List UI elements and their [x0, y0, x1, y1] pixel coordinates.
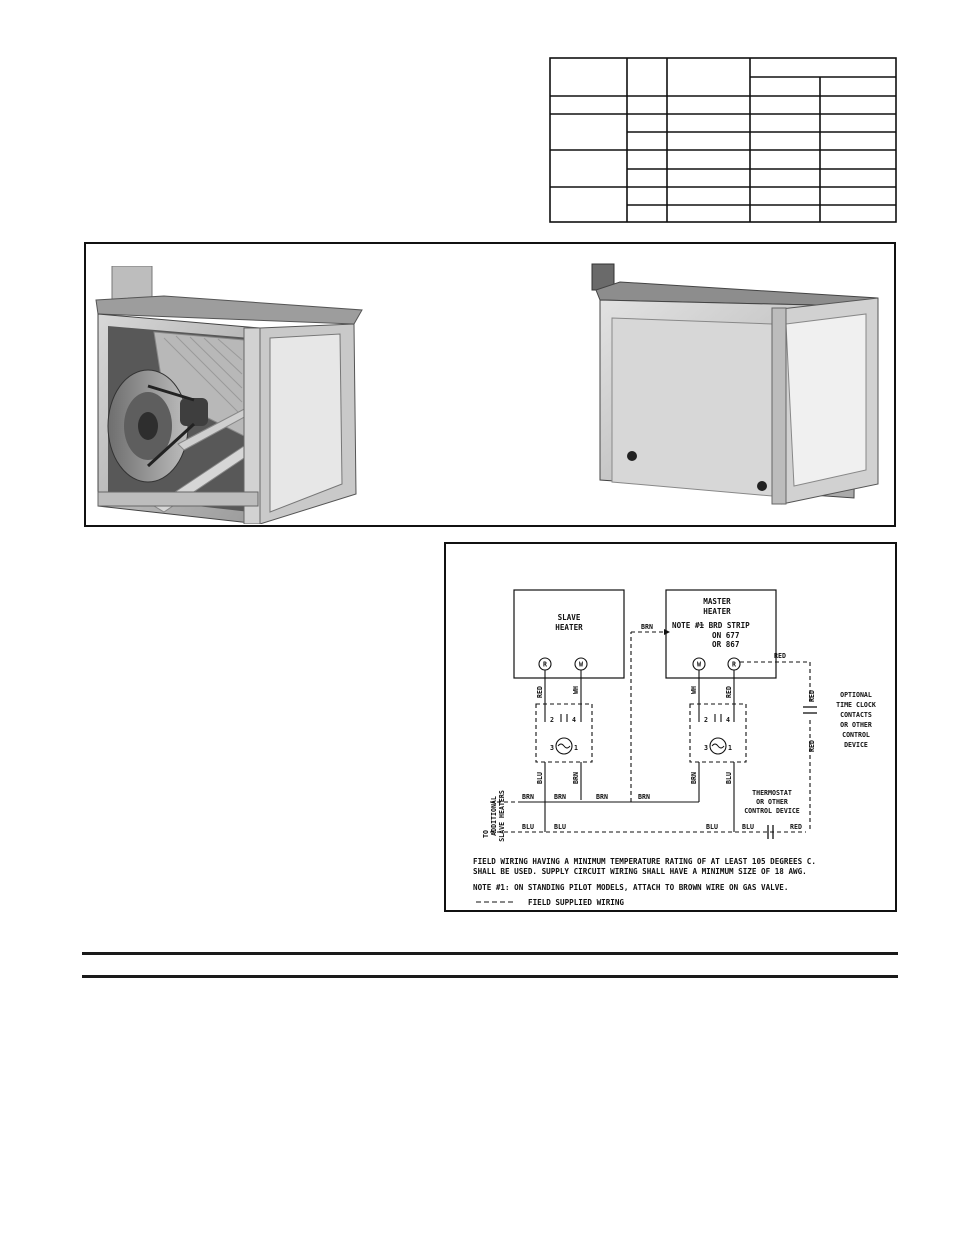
field-wiring-note-1: FIELD WIRING HAVING A MINIMUM TEMPERATURE RATING OF AT LEAST 105 DEGREES C.: [473, 857, 816, 866]
upper-red-label: RED: [774, 652, 786, 660]
optional-device-line-4: OR OTHER: [840, 721, 872, 729]
optional-red-label-1: RED: [808, 690, 816, 702]
standing-pilot-note: NOTE #1: ON STANDING PILOT MODELS, ATTACH TO BROWN WIRE ON GAS VALVE.: [473, 883, 789, 892]
heater-cabinet-photo: [586, 260, 886, 508]
slave-brn-label: BRN: [572, 772, 580, 784]
wiring-diagram: [446, 544, 895, 910]
optional-device-line-3: CONTACTS: [840, 711, 872, 719]
to-additional-line-3: SLAVE HEATERS: [498, 790, 506, 842]
photo-panel: [84, 242, 896, 527]
wiring-diagram-panel: [444, 542, 897, 912]
slave-wh-label: WH: [572, 686, 580, 694]
master-blu-label: BLU: [725, 772, 733, 784]
bus-brn-label-2: BRN: [554, 793, 566, 801]
riser-brn-label: BRN: [641, 623, 653, 631]
to-additional-line-1: TO: [482, 830, 490, 838]
master-pin-1: 1: [728, 744, 732, 752]
section-rule-bottom: [82, 975, 898, 978]
bus-blu-label-3: BLU: [706, 823, 718, 831]
bus-blu-label-2: BLU: [554, 823, 566, 831]
master-note-label: NOTE #1 BRD STRIP: [672, 621, 750, 630]
optional-device-line-6: DEVICE: [844, 741, 868, 749]
master-pin-4: 4: [726, 716, 730, 724]
optional-device-line-5: CONTROL: [842, 731, 870, 739]
spec-table: [549, 57, 897, 223]
field-wiring-note-2: SHALL BE USED. SUPPLY CIRCUIT WIRING SHALL HAVE A MINIMUM SIZE OF 18 AWG.: [473, 867, 807, 876]
blower-cabinet-photo: [94, 266, 364, 524]
bus-blu-label-1: BLU: [522, 823, 534, 831]
thermostat-line-3: CONTROL DEVICE: [744, 807, 800, 815]
slave-heater-label-1: SLAVE: [557, 613, 581, 622]
legend-field-supplied: FIELD SUPPLIED WIRING: [528, 898, 625, 907]
master-terminal-w: W: [697, 660, 701, 669]
master-note-model-1: ON 677: [712, 631, 740, 640]
bus-brn-label-3: BRN: [596, 793, 608, 801]
slave-pin-4: 4: [572, 716, 576, 724]
slave-pin-2: 2: [550, 716, 554, 724]
slave-pin-3: 3: [550, 744, 554, 752]
master-note-model-2: OR 867: [712, 640, 740, 649]
optional-red-label-2: RED: [808, 740, 816, 752]
to-additional-line-2: ADDITIONAL: [490, 796, 498, 836]
bus-blu-label-4: BLU: [742, 823, 754, 831]
master-heater-label-2: HEATER: [703, 607, 731, 616]
thermostat-line-2: OR OTHER: [756, 798, 788, 806]
master-red-label: RED: [725, 686, 733, 698]
master-terminal-r: R: [732, 660, 736, 669]
slave-pin-1: 1: [574, 744, 578, 752]
slave-heater-label-2: HEATER: [555, 623, 583, 632]
master-pin-3: 3: [704, 744, 708, 752]
thermostat-line-1: THERMOSTAT: [752, 789, 792, 797]
slave-terminal-r: R: [543, 660, 547, 669]
optional-device-line-2: TIME CLOCK: [836, 701, 876, 709]
bus-brn-label-1: BRN: [522, 793, 534, 801]
master-wh-label: WH: [690, 686, 698, 694]
slave-terminal-w: W: [579, 660, 583, 669]
master-heater-label-1: MASTER: [703, 597, 731, 606]
master-brn-label: BRN: [690, 772, 698, 784]
master-pin-2: 2: [704, 716, 708, 724]
optional-device-line-1: OPTIONAL: [840, 691, 872, 699]
spec-table-grid: [549, 57, 897, 223]
section-rule-top: [82, 952, 898, 955]
slave-blu-label: BLU: [536, 772, 544, 784]
bus-brn-label-4: BRN: [638, 793, 650, 801]
slave-heater-box: [514, 590, 624, 678]
bus-red-label: RED: [790, 823, 802, 831]
slave-red-label: RED: [536, 686, 544, 698]
